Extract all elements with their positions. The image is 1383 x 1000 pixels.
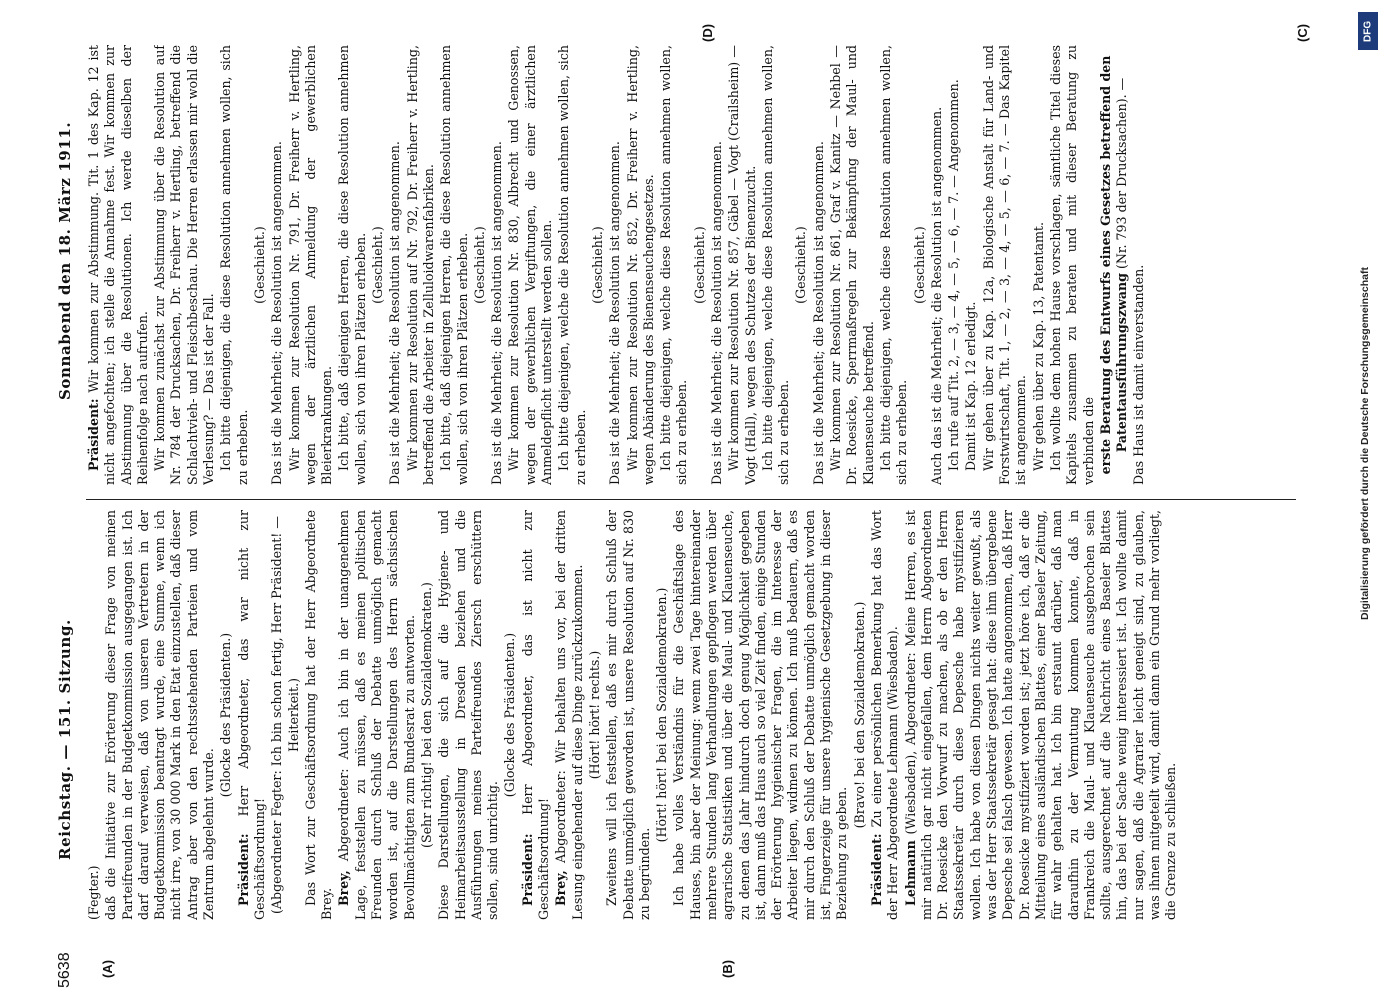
paragraph: Das ist die Mehrheit; die Resolution ist angenommen. [387,141,403,485]
paragraph: Wir kommen zur Resolution Nr. 852, Dr. Freiherr v. Hertling, wegen Abänderung des Bienenseuchengesetzes. [624,45,656,485]
margin-marker-b: (B) [720,959,735,978]
paragraph: Das Wort zur Geschäftsordnung hat der Herr Abgeordnete Brey. [302,510,335,920]
paragraph: Präsident: Herr Abgeordneter, das ist nicht zur Geschäftsordnung! [519,510,552,920]
paragraph: Damit ist Kap. 12 erledigt. [963,301,979,471]
stage-direction: (Hört! hört! rechts.) [586,650,602,780]
stage-direction: (Geschieht.) [370,226,386,304]
margin-marker-a: (A) [100,959,115,978]
margin-marker-c: (C) [1295,23,1310,42]
speaker-name: Präsident: [519,833,535,906]
stage-direction: (Sehr richtig! bei den Sozialdemokraten.) [418,582,434,848]
paragraph: Das ist die Mehrheit; die Resolution ist angenommen. [489,141,505,485]
paragraph: Auch das ist die Mehrheit; die Resolution ist angenommen. [928,106,944,485]
paragraph: Präsident: Zu einer persönlichen Bemerkung hat das Wort der Herr Abgeordnete Lehmann (Wiesbaden). [868,510,901,920]
paragraph: Das ist die Mehrheit; die Resolution ist angenommen. [607,141,623,485]
paragraph: Brey, Abgeordneter: Wir behalten uns vor, bei der dritten Lesung eingehender auf diese Dinge zurückzukommen. [553,510,585,920]
running-head: Reichstag. — 151. Sitzung. [56,619,74,860]
paragraph: Das ist die Mehrheit; die Resolution ist angenommen. [708,141,724,485]
left-column [86,510,1286,920]
paragraph: Brey, Abgeordneter: Auch ich bin in der unangenehmen Lage, feststellen zu müssen, daß es meinen politischen Freunden durch Schluß der Debatte unmöglich gemacht worden ist, auf die Darstellungen des Herrn sächsischen Bevollmächtigten zum Bundesrat zu antworten. [336,510,417,920]
stage-direction: (Geschieht.) [793,226,809,304]
paragraph: Ich rufe auf Tit. 2, — 3, — 4, — 5, — 6, — 7. — Angenommen. [946,79,962,471]
speaker-name: Brey, [336,870,352,906]
paragraph: Ich bitte diejenigen, welche die Resolution annehmen wollen, sich zu erheben. [556,45,588,485]
digitization-sidebar [1355,8,1381,992]
stage-direction: (Geschieht.) [589,226,605,304]
stage-direction: (Glocke des Präsidenten.) [218,632,234,798]
paragraph: Ich bitte, daß diejenigen Herren, die diese Resolution annehmen wollen, sich von ihren Plätzen erheben. [438,45,470,485]
margin-marker-d: (D) [700,23,715,42]
bill-title: erste Beratung des Entwurfs eines Gesetzes betreffend den Patentausführungszwang [1097,55,1130,475]
paragraph: Diese Darstellungen, die sich auf die Hygiene- und Heimarbeitsausstellung in Dresden beziehen und die Ausführungen meines Parteifreundes Ziersch erschüttern sollen, sind unrichtig. [436,510,501,920]
paragraph: daß die Initiative zur Erörterung dieser Frage von meinen Parteifreunden in der Budgetkommission ausgegangen ist. Ich darf darauf verweisen, daß von unseren Vertretern in der Budgetkommission beantragt wurde, eine Summe, wenn ich nicht irre, von 30 000 Mark in den Etat einzustellen, daß dieser Antrag aber von den rechtsstehenden Parteien und vom Zentrum abgelehnt wurde. [103,510,217,920]
paragraph: Das ist die Mehrheit; die Resolution ist angenommen. [810,141,826,485]
session-date: Sonnabend den 18. März 1911. [56,121,74,400]
stage-direction: (Hört! hört! bei den Sozialdemokraten.) [654,587,670,843]
speaker-name: Brey, [553,870,569,906]
stage-direction: (Abgeordneter Fegter: Ich bin schon fertig, Herr Präsident! — Heiterkeit.) [269,516,301,914]
paragraph: Präsident: Herr Abgeordneter, das war nicht zur Geschäftsordnung! [235,510,267,920]
paragraph: Wir kommen zur Resolution Nr. 857, Gäbel — Vogt (Crailsheim) — Vogt (Hall), wegen des Schutzes der Bienenzucht. [726,45,758,485]
stage-direction: (Geschieht.) [691,226,707,304]
paragraph: Wir kommen zur Resolution Nr. 830, Albrecht und Genossen, wegen der gewerblichen Vergiftungen, die einer ärztlichen Anmeldepflicht unterstellt werden sollen. [506,45,555,485]
paragraph: Lehmann (Wiesbaden), Abgeordneter: Meine Herren, es ist mir natürlich gar nicht eingefallen, dem Herrn Abgeordneten Dr. Roesicke den Vorwurf zu machen, als ob er den Herrn Staatssekretär durch diese Depesche habe mystifizieren wollen. Ich habe von diesen Dingen nichts weiter gewußt, als was der Herr Staatssekretär gesagt hat: diese ihm übergebene Depesche sei falsch gewesen. Ich hatte angenommen, daß Herr Dr. Roesicke mystifiziert worden ist; jetzt höre ich, daß er die Mitteilung eines ausländischen Blattes, einer Baseler Zeitung, für wahr gehalten hat. Ich bin erstaunt darüber, daß man daraufhin zu der Vermutung kommen konnte, daß in Frankreich die Maul- und Klauenseuche ausgebrochen sein sollte, ausgerechnet auf die Nachricht eines Baseler Blattes hin, das bei der Sache wenig interessiert ist. Ich wollte damit nur sagen, daß die Agrarier leicht geneigt sind, zu glauben, was ihnen mitgeteilt wird, damit dann ein Grund mehr vorliegt, die Grenze zu schließen. [902,510,1179,920]
paragraph: Ich bitte, daß diejenigen Herren, die diese Resolution annehmen wollen, sich von ihren Plätzen erheben. [336,45,368,485]
digitization-note: Digitalisierung gefördert durch die Deutsche Forschungsgemeinschaft [1359,267,1371,620]
paragraph: Ich bitte diejenigen, welche diese Resolution annehmen wollen, sich zu erheben. [877,45,910,485]
paragraph: Ich habe volles Verständnis für die Geschäftslage des Hauses, bin aber der Meinung: wenn zwei Tage hintereinander mehrere Stunden lang Verhandlungen gepflogen werden über agrarische Statistiken und über die Maul- und Klauenseuche, zu denen das Jahr hindurch doch genug Möglichkeit gegeben ist, dann muß das Haus auch so viel Zeit finden, einige Stunden der Erörterung hygienischer Fragen, die im Interesse der Arbeiter liegen, widmen zu können. Ich muß bedauern, daß es mir durch den Schluß der Debatte unmöglich gemacht worden ist, Fingerzeige für unsere hygienische Gesetzgebung in dieser Beziehung zu geben. [671,510,850,920]
stage-direction: (Geschieht.) [471,226,487,304]
page-header [52,25,82,1000]
paragraph: Wir kommen zunächst zur Abstimmung über die Resolution auf Nr. 784 der Drucksachen, Dr. Freiherr v. Hertling, betreffend die Schlachtvieh- und Fleischbeschau. Die Herren erlassen mir wohl die Verlesung? — Das ist der Fall. [152,45,217,485]
paragraph: Ich bitte diejenigen, welche diese Resolution annehmen wollen, sich zu erheben. [658,45,690,485]
paragraph: Wir kommen zur Resolution auf Nr. 792, Dr. Freiherr v. Hertling, betreffend die Arbeiter in Zelluloidwarenfabriken. [404,45,436,485]
column-divider [86,499,1296,500]
right-column [86,45,1286,485]
page-number: 5638 [56,952,73,988]
paragraph: Wir gehen über zu Kap. 13, Patentamt. [1030,222,1046,471]
paragraph: Präsident: Wir kommen zur Abstimmung. Tit. 1 des Kap. 12 ist nicht angefochten; ich stelle die Annahme fest. Wir kommen zur Abstimmung über die Resolutionen. Ich werde dieselben der Reihenfolge nach aufrufen. [86,45,150,485]
paragraph: Ich bitte diejenigen, die diese Resolution annehmen wollen, sich zu erheben. [218,45,250,485]
paragraph: Wir kommen zur Resolution Nr. 861, Graf v. Kanitz — Nehbel — Dr. Roesicke, Sperrmaßregeln zur Bekämpfung der Maul- und Klauenseuche betreffend. [828,45,876,485]
paragraph: Das Haus ist damit einverstanden. [1131,264,1147,485]
stage-direction: (Geschieht.) [911,226,927,304]
stage-direction: (Glocke des Präsidenten.) [502,632,518,798]
speaker-name: Präsident: [868,833,884,906]
speaker-name: Präsident: [86,398,101,471]
paragraph: Ich bitte diejenigen, welche diese Resolution annehmen wollen, sich zu erheben. [759,45,792,485]
stage-direction: (Geschieht.) [251,226,267,304]
paragraph: Zweitens will ich feststellen, daß es mir durch Schluß der Debatte unmöglich geworden ist, unsere Resolution auf Nr. 830 zu begründen. [604,510,652,920]
paragraph: Wir kommen zur Resolution Nr. 791, Dr. Freiherr v. Hertling, wegen der ärztlichen Anmeldung der gewerblichen Bleierkrankungen. [286,45,335,485]
speaker-continuation: (Fegter.) [86,865,101,920]
paragraph: erste Beratung des Entwurfs eines Gesetzes betreffend den Patentausführungszwang (Nr. 793 der Drucksachen). — [1097,55,1130,475]
paragraph: Das ist die Mehrheit; die Resolution ist angenommen. [269,141,285,485]
speaker-name: Präsident: [235,833,251,906]
dfg-logo: DFG [1358,12,1378,50]
paragraph: Ich wollte dem hohen Hause vorschlagen, sämtliche Titel dieses Kapitels zusammen zu beraten und mit dieser Beratung zu verbinden die [1047,45,1096,485]
stage-direction: (Bravo! bei den Sozialdemokraten.) [851,601,867,829]
paragraph: Wir gehen über zu Kap. 12a, Biologische Anstalt für Land- und Forstwirtschaft, Tit. 1, — 2, — 3, — 4, — 5, — 6, — 7. — Das Kapitel ist angenommen. [980,45,1029,485]
speaker-name: Lehmann [902,840,918,906]
